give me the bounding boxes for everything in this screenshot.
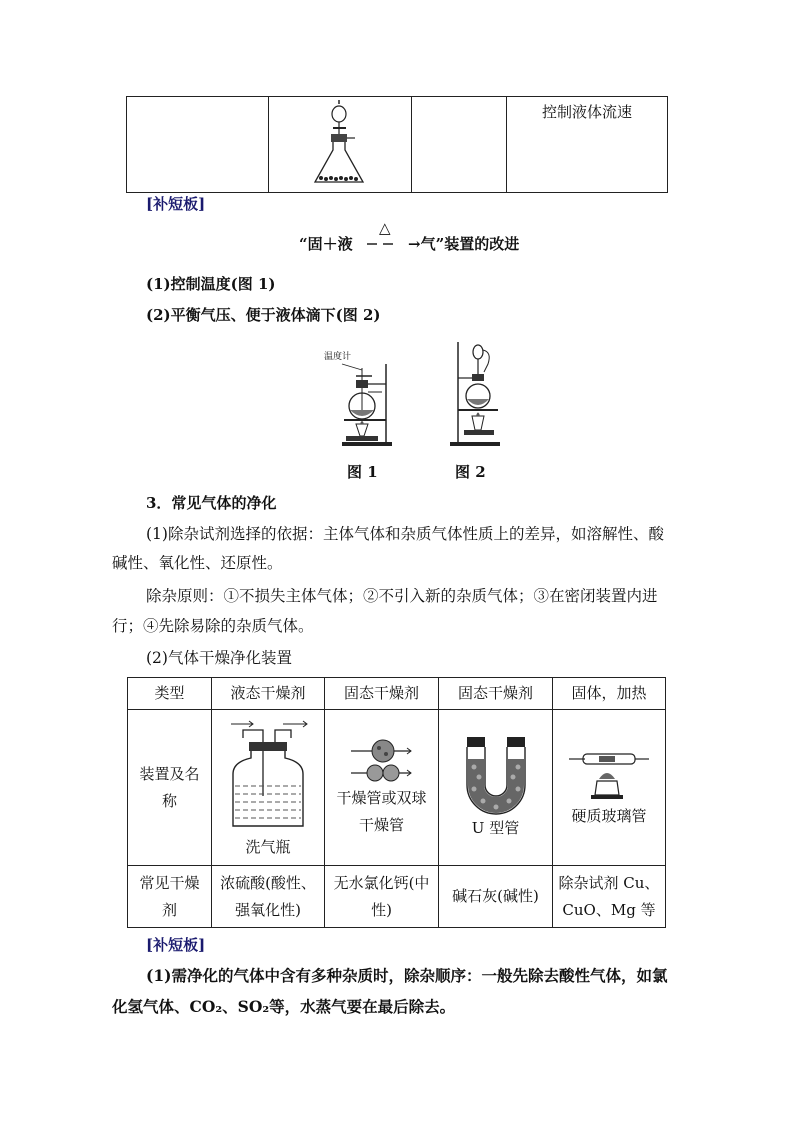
separatory-funnel-flask-icon: [269, 98, 411, 192]
table-header: 固态干燥剂: [325, 678, 439, 710]
section-heading: 3．常见气体的净化: [146, 494, 277, 512]
device-cell: [439, 710, 553, 866]
item-pressure-balance: (2)平衡气压、便于液体滴下(图 2): [146, 306, 381, 324]
drying-agent: 碱石灰(碱性): [439, 866, 553, 928]
paragraph-line: 碱性、氧化性、还原性。: [112, 554, 283, 572]
device-cell: [553, 710, 666, 866]
flow-control-note: 控制液体流速: [541, 103, 632, 121]
empty-cell: [412, 97, 507, 193]
table-row: [128, 710, 666, 866]
dash-line-icon: [365, 220, 409, 256]
apparatus-table-fragment: [126, 96, 668, 193]
device-name: 硬质玻璃管: [571, 807, 647, 825]
device-name: 干燥管或双球: [336, 788, 427, 807]
table-row-label: 常见干燥 剂: [128, 866, 212, 928]
table-header: 固体，加热: [553, 678, 666, 710]
table-row: [128, 866, 666, 928]
device-name: 干燥管: [358, 815, 404, 834]
heat-triangle-symbol: △: [379, 219, 391, 237]
figure-1-caption: 图 1: [347, 463, 378, 481]
device-cell: [212, 710, 325, 866]
drying-agent: 浓硫酸(酸性、 强氧化性): [212, 866, 325, 928]
supplement-tag: [补短板]: [146, 936, 206, 954]
table-row-label: 装置及名 称: [128, 710, 212, 866]
subheading: (2)气体干燥净化装置: [146, 649, 292, 667]
gas-washing-bottle-icon: [213, 714, 323, 834]
supplement-tag: [补短板]: [146, 195, 206, 213]
paragraph-line: (1)除杂试剂选择的依据：主体气体和杂质气体性质上的差异，如溶解性、酸: [146, 525, 664, 543]
pressure-equalizing-funnel-icon: [444, 338, 504, 450]
device-name: 洗气瓶: [245, 838, 291, 856]
device-name: U 型管: [471, 819, 520, 837]
improvement-title-part2: →气”装置的改进: [408, 235, 520, 253]
figure-1: [322, 340, 402, 450]
figure-2: [444, 338, 504, 450]
table-row: [128, 678, 666, 710]
figure-2-caption: 图 2: [455, 463, 486, 481]
drying-agent: 除杂试剂 Cu、 CuO、Mg 等: [553, 866, 666, 928]
heated-flask-thermometer-icon: [322, 340, 402, 450]
gas-drying-table: [127, 677, 666, 928]
empty-cell: [127, 97, 269, 193]
u-tube-icon: [441, 733, 551, 815]
note-line: 化氢气体、CO₂、SO₂等，水蒸气要在最后除去。: [112, 997, 456, 1016]
flask-figure-cell: [269, 97, 412, 193]
thermometer-label: 温度计: [324, 352, 352, 362]
paragraph-line: 行；④先除易除的杂质气体。: [112, 617, 314, 635]
improvement-title-part1: “固＋液: [299, 235, 353, 253]
table-header: 类型: [128, 678, 212, 710]
heat-condition-mark: [365, 220, 409, 256]
drying-tube-icon: [327, 737, 437, 785]
drying-agent: 无水氯化钙(中 性): [325, 866, 439, 928]
item-temperature-control: (1)控制温度(图 1): [146, 275, 276, 293]
note-cell: [507, 97, 668, 193]
note-line: (1)需净化的气体中含有多种杂质时，除杂顺序：一般先除去酸性气体，如氯: [146, 966, 668, 985]
paragraph-line: 除杂原则：①不损失主体气体；②不引入新的杂质气体；③在密闭装置内进: [146, 587, 658, 605]
table-header: 固态干燥剂: [439, 678, 553, 710]
device-cell: [325, 710, 439, 866]
hard-glass-tube-icon: [559, 745, 659, 803]
table-header: 液态干燥剂: [212, 678, 325, 710]
